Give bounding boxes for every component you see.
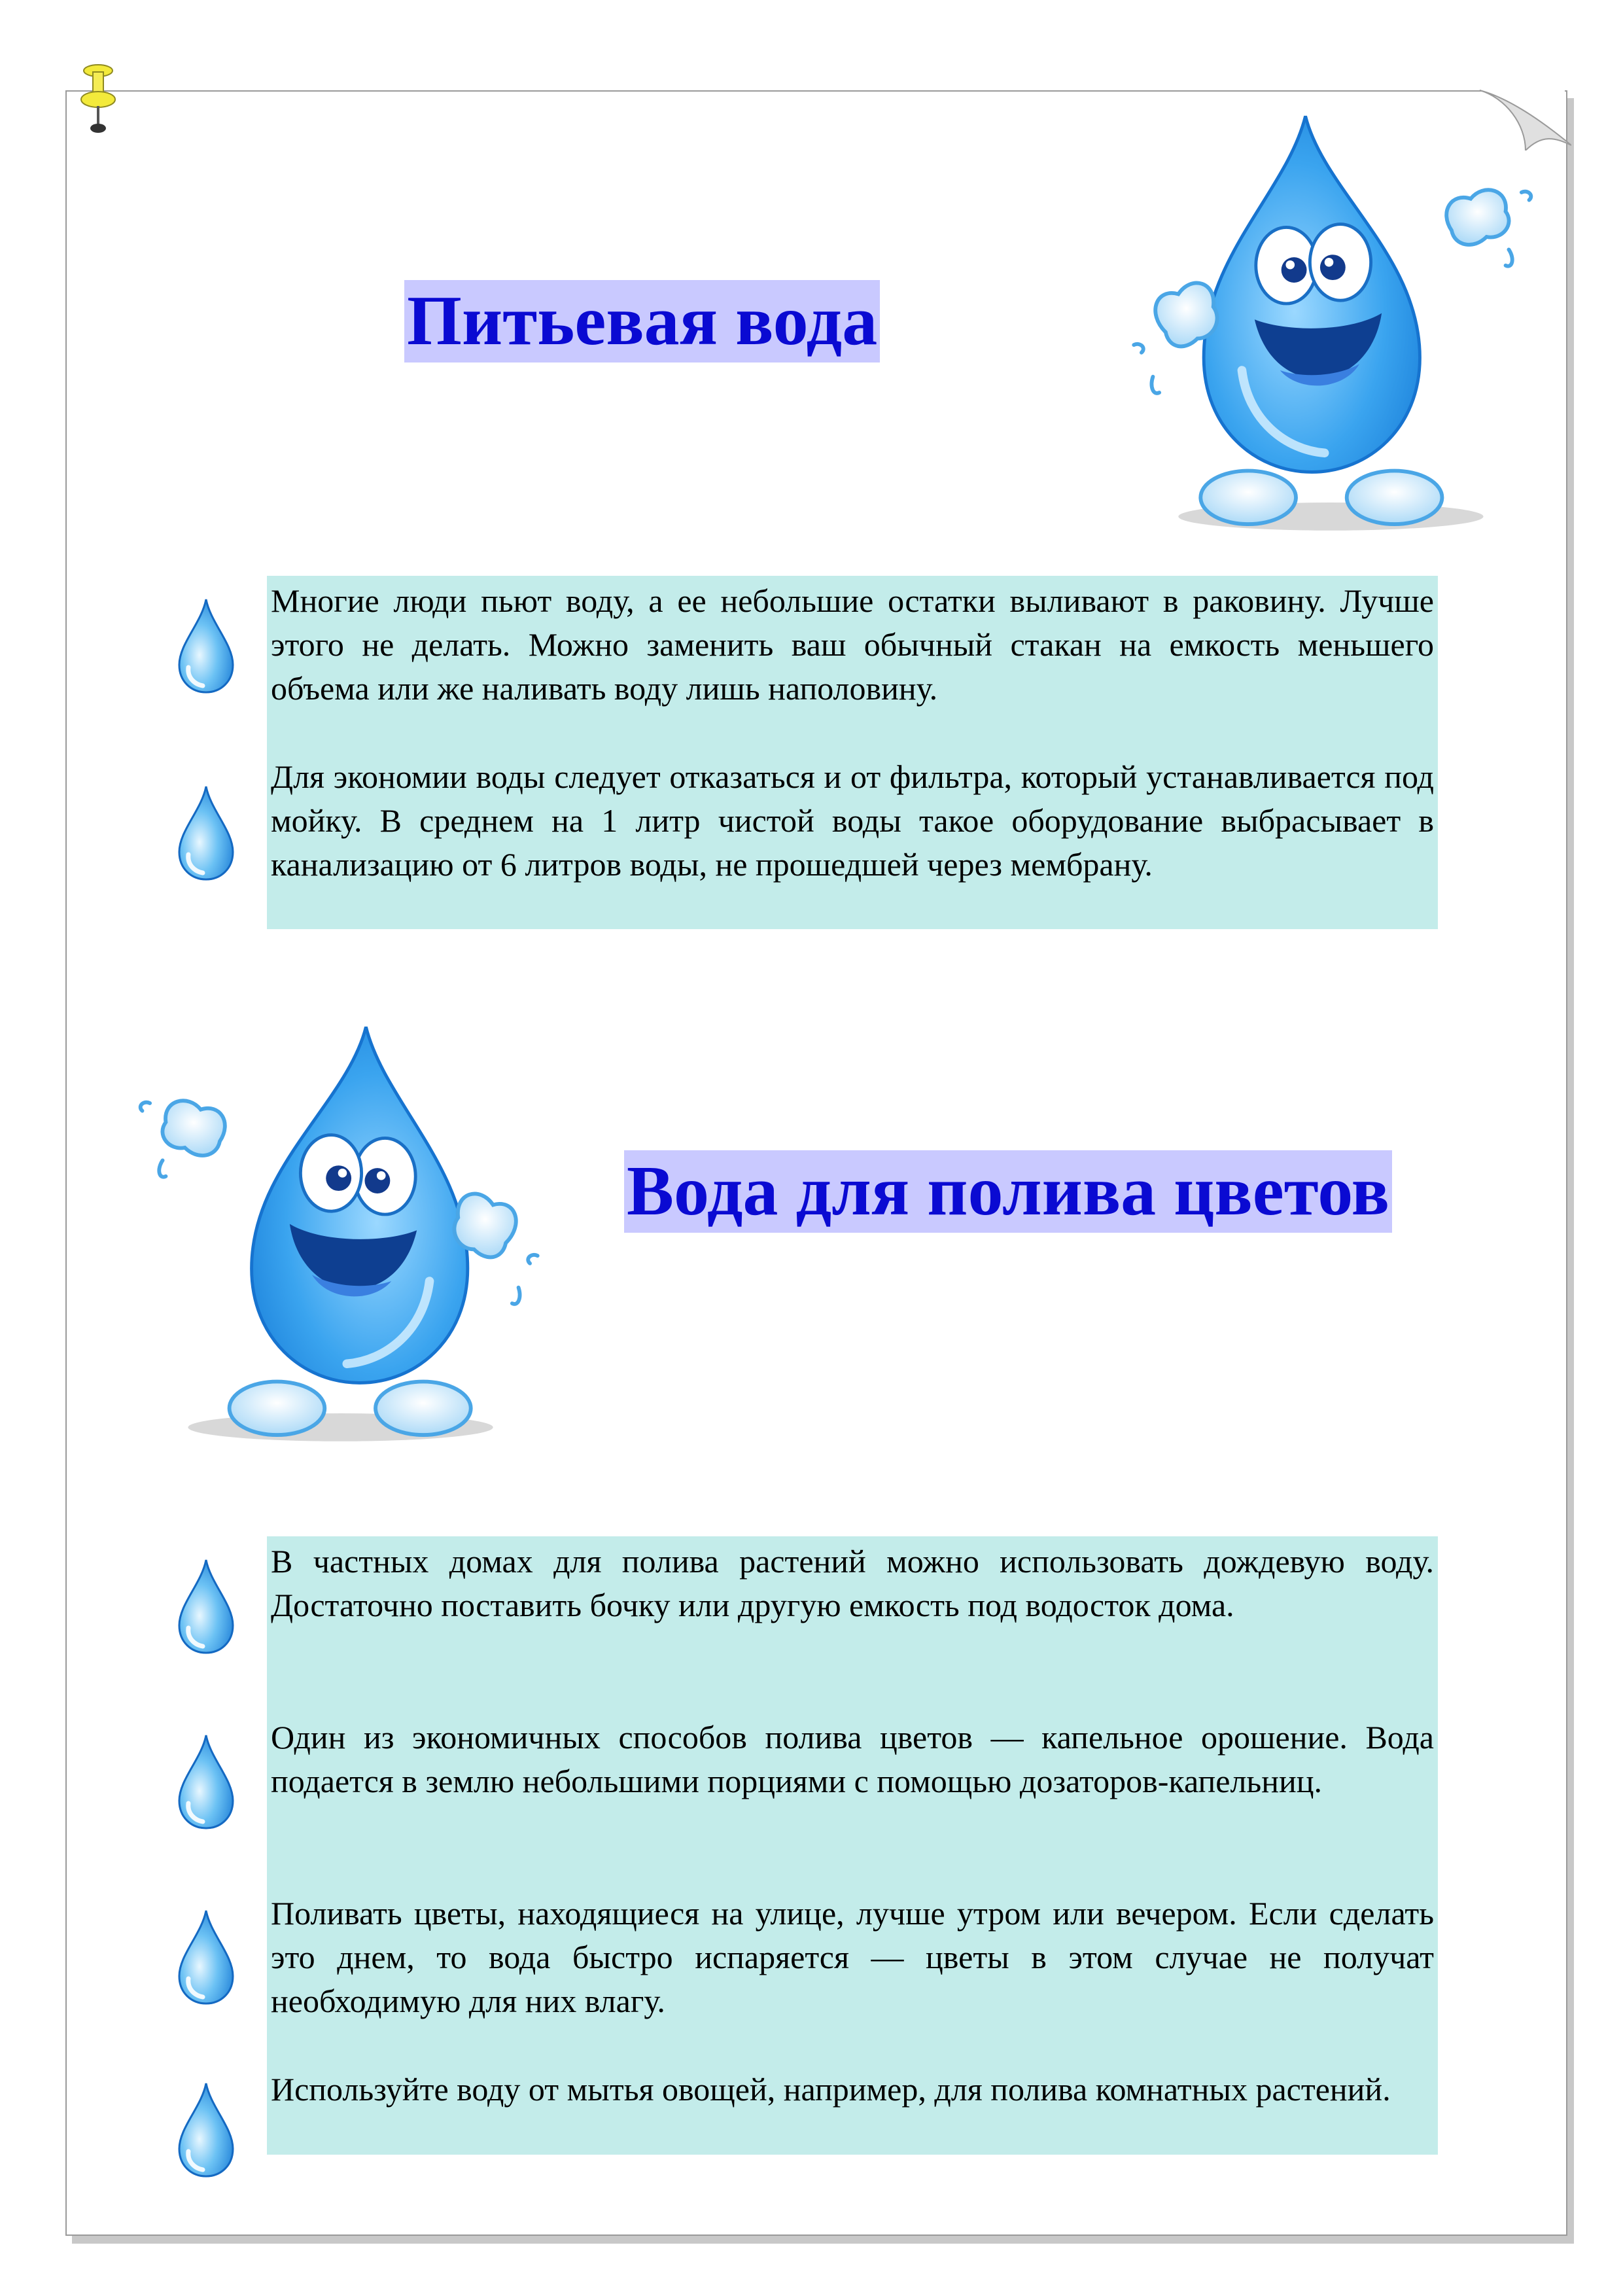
water-drop-icon bbox=[175, 2081, 237, 2179]
water-drop-icon bbox=[175, 784, 237, 882]
paragraph: Поливать цветы, находящиеся на улице, лучше утром или вечером. Если сделать это днем, то вода быстро испаряется — цветы в этом случае не получат необходимую для них влагу. bbox=[271, 1895, 1434, 2019]
water-drop-icon bbox=[175, 1557, 237, 1655]
section-title: Питьевая вода bbox=[404, 280, 880, 362]
water-drop-icon bbox=[175, 1908, 237, 2006]
paragraph: Для экономии воды следует отказаться и от фильтра, который устанавливается под мойку. В среднем на 1 литр чистой воды такое оборудование выбрасывает в канализацию от 6 литров воды, не прошедшей через мембрану. bbox=[271, 758, 1434, 883]
water-drop-mascot bbox=[1083, 103, 1554, 548]
text-panel bbox=[267, 1536, 1438, 2155]
water-drop-icon bbox=[175, 1733, 237, 1831]
paragraph: В частных домах для полива растений можно использовать дождевую воду. Достаточно поставить бочку или другую емкость под водосток дома. bbox=[271, 1543, 1434, 1623]
water-drop-icon bbox=[175, 597, 237, 695]
push-pin-icon bbox=[77, 63, 119, 141]
paragraph: Один из экономичных способов полива цветов — капельное орошение. Вода подается в землю небольшими порциями с помощью дозаторов-капельниц. bbox=[271, 1719, 1434, 1799]
text-panel bbox=[267, 576, 1438, 929]
paragraph: Используйте воду от мытья овощей, например, для полива комнатных растений. bbox=[271, 2071, 1391, 2108]
paragraph: Многие люди пьют воду, а ее небольшие остатки выливают в раковину. Лучше этого не делать. Можно заменить ваш обычный стакан на емкость меньшего объема или же наливать воду лишь наполовину. bbox=[271, 582, 1434, 707]
water-drop-mascot bbox=[118, 1014, 589, 1459]
section-title: Вода для полива цветов bbox=[624, 1150, 1392, 1233]
